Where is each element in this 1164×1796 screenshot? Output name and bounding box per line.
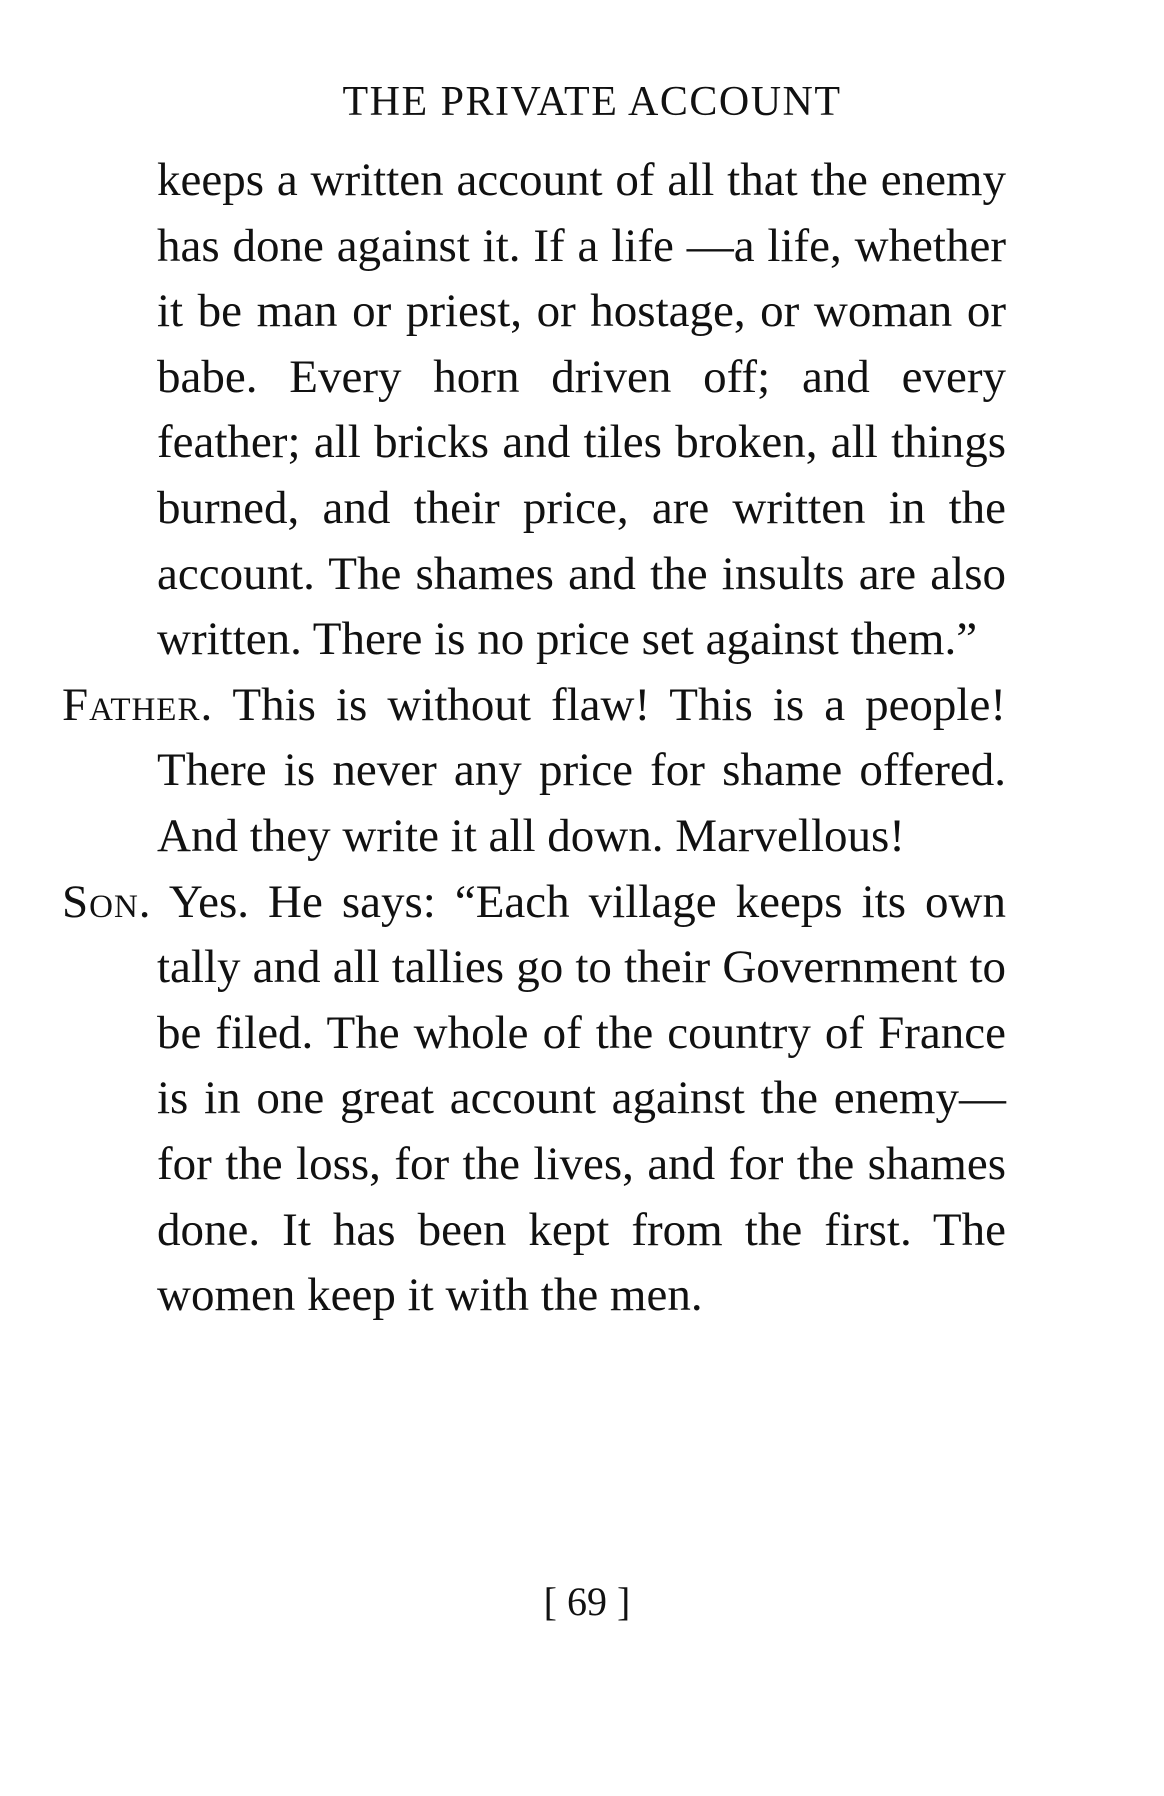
running-header-title: THE PRIVATE ACCOUNT	[342, 79, 842, 125]
speaker-name: Son.	[62, 875, 152, 928]
speaker-name: Father.	[62, 678, 214, 731]
paragraph-continuation	[62, 148, 1006, 673]
paragraph-text: keeps a written account of all that the enemy has done against it. If a life —a life, whether it be man or priest, or hostage, or woman or babe. Every horn driven off; and every feather; all bricks and tiles broken, all things burned, and their price, are written in the account. The shames and the insults are also written. There is no price set against them.”	[157, 154, 1006, 666]
body-text	[62, 148, 1006, 1329]
paragraph-father	[62, 673, 1006, 870]
paragraph-text: This is without flaw! This is a people! There is never any price for shame offered. And they write it all down. Marvellous!	[157, 678, 1006, 862]
paragraph-text: Yes. He says: “Each village keeps its own tally and all tallies go to their Government to be filed. The whole of the country of France is in one great account against the enemy—for the loss, for the lives, and for the shames done. It has been kept from the first. The women keep it with the men.	[157, 875, 1006, 1322]
paragraph-son	[62, 870, 1006, 1329]
page-number: [ 69 ]	[543, 1579, 631, 1624]
